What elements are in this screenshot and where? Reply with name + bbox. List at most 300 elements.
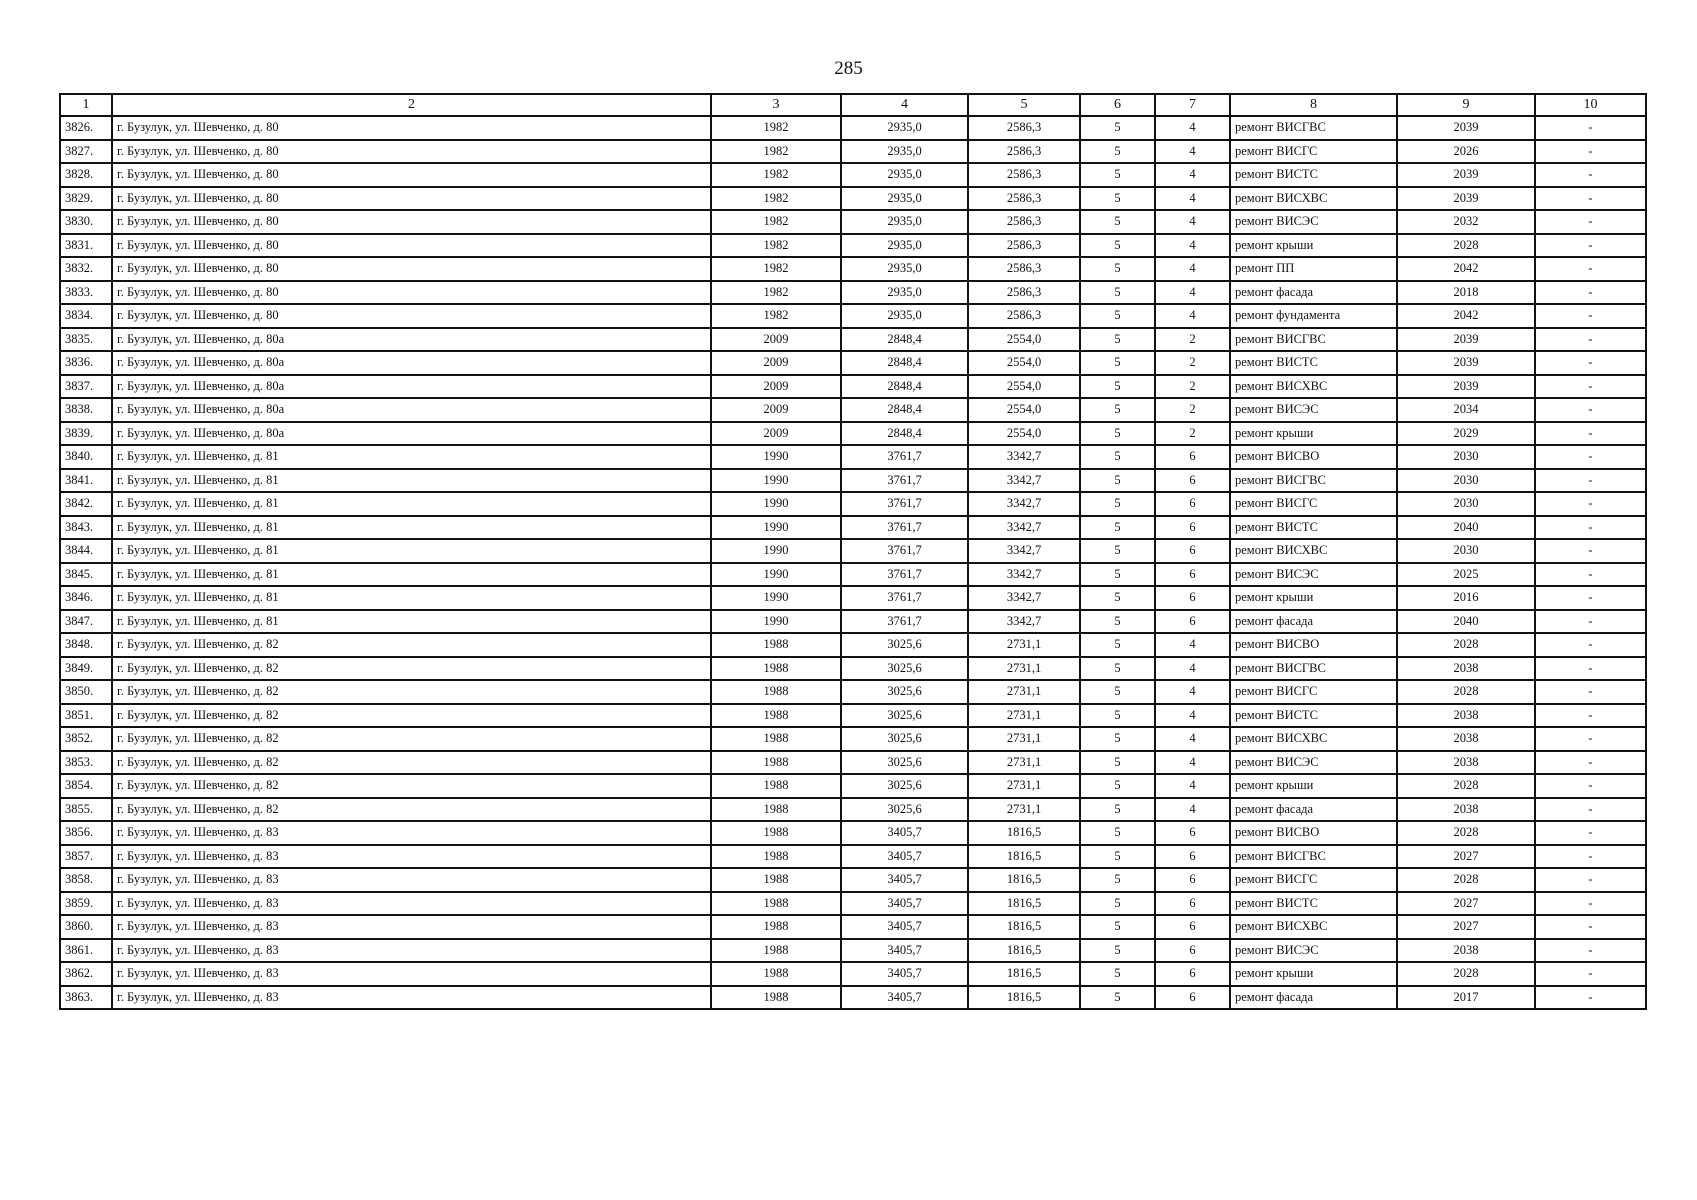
- table-row: [60, 375, 1646, 399]
- table-row: [60, 304, 1646, 328]
- entrances-cell: 6: [1155, 516, 1230, 540]
- year-cell: 1988: [711, 704, 841, 728]
- floors-cell: 5: [1080, 939, 1155, 963]
- entrances-cell: 6: [1155, 445, 1230, 469]
- row-number: 3854.: [60, 774, 112, 798]
- note-cell: -: [1535, 751, 1646, 775]
- table-row: [60, 422, 1646, 446]
- entrances-cell: 6: [1155, 986, 1230, 1010]
- planned-year-cell: 2027: [1397, 845, 1535, 869]
- floors-cell: 5: [1080, 798, 1155, 822]
- area-total-cell: 3761,7: [841, 469, 968, 493]
- floors-cell: 5: [1080, 304, 1155, 328]
- year-cell: 1988: [711, 986, 841, 1010]
- area-total-cell: 2935,0: [841, 257, 968, 281]
- row-number: 3831.: [60, 234, 112, 258]
- table-row: [60, 586, 1646, 610]
- address-cell: г. Бузулук, ул. Шевченко, д. 80: [112, 257, 711, 281]
- year-cell: 1988: [711, 798, 841, 822]
- table-row: [60, 445, 1646, 469]
- entrances-cell: 2: [1155, 398, 1230, 422]
- note-cell: -: [1535, 610, 1646, 634]
- planned-year-cell: 2028: [1397, 962, 1535, 986]
- table-row: [60, 868, 1646, 892]
- table-row: [60, 657, 1646, 681]
- work-type-cell: ремонт крыши: [1230, 586, 1397, 610]
- note-cell: -: [1535, 657, 1646, 681]
- entrances-cell: 6: [1155, 868, 1230, 892]
- area-living-cell: 1816,5: [968, 868, 1080, 892]
- entrances-cell: 6: [1155, 539, 1230, 563]
- planned-year-cell: 2030: [1397, 539, 1535, 563]
- area-living-cell: 2554,0: [968, 351, 1080, 375]
- note-cell: -: [1535, 257, 1646, 281]
- address-cell: г. Бузулук, ул. Шевченко, д. 82: [112, 633, 711, 657]
- table-row: [60, 892, 1646, 916]
- row-number: 3852.: [60, 727, 112, 751]
- address-cell: г. Бузулук, ул. Шевченко, д. 81: [112, 445, 711, 469]
- work-type-cell: ремонт ВИСХВС: [1230, 915, 1397, 939]
- row-number: 3841.: [60, 469, 112, 493]
- entrances-cell: 2: [1155, 375, 1230, 399]
- year-cell: 1982: [711, 163, 841, 187]
- floors-cell: 5: [1080, 492, 1155, 516]
- row-number: 3843.: [60, 516, 112, 540]
- work-type-cell: ремонт крыши: [1230, 774, 1397, 798]
- row-number: 3851.: [60, 704, 112, 728]
- work-type-cell: ремонт ВИСГС: [1230, 492, 1397, 516]
- area-total-cell: 3025,6: [841, 751, 968, 775]
- column-header: 7: [1155, 94, 1230, 116]
- note-cell: -: [1535, 586, 1646, 610]
- entrances-cell: 2: [1155, 422, 1230, 446]
- address-cell: г. Бузулук, ул. Шевченко, д. 80: [112, 234, 711, 258]
- floors-cell: 5: [1080, 657, 1155, 681]
- note-cell: -: [1535, 492, 1646, 516]
- planned-year-cell: 2027: [1397, 892, 1535, 916]
- row-number: 3853.: [60, 751, 112, 775]
- area-living-cell: 3342,7: [968, 445, 1080, 469]
- area-total-cell: 3405,7: [841, 939, 968, 963]
- work-type-cell: ремонт ВИСЭС: [1230, 210, 1397, 234]
- planned-year-cell: 2030: [1397, 469, 1535, 493]
- address-cell: г. Бузулук, ул. Шевченко, д. 80а: [112, 351, 711, 375]
- floors-cell: 5: [1080, 445, 1155, 469]
- planned-year-cell: 2038: [1397, 727, 1535, 751]
- note-cell: -: [1535, 680, 1646, 704]
- floors-cell: 5: [1080, 892, 1155, 916]
- note-cell: -: [1535, 774, 1646, 798]
- work-type-cell: ремонт ВИСХВС: [1230, 727, 1397, 751]
- area-living-cell: 1816,5: [968, 821, 1080, 845]
- year-cell: 1990: [711, 586, 841, 610]
- address-cell: г. Бузулук, ул. Шевченко, д. 83: [112, 915, 711, 939]
- floors-cell: 5: [1080, 915, 1155, 939]
- table-row: [60, 774, 1646, 798]
- address-cell: г. Бузулук, ул. Шевченко, д. 83: [112, 845, 711, 869]
- note-cell: -: [1535, 187, 1646, 211]
- floors-cell: 5: [1080, 375, 1155, 399]
- planned-year-cell: 2040: [1397, 610, 1535, 634]
- note-cell: -: [1535, 986, 1646, 1010]
- work-type-cell: ремонт фундамента: [1230, 304, 1397, 328]
- area-total-cell: 3761,7: [841, 539, 968, 563]
- planned-year-cell: 2039: [1397, 351, 1535, 375]
- work-type-cell: ремонт ВИСХВС: [1230, 187, 1397, 211]
- address-cell: г. Бузулук, ул. Шевченко, д. 81: [112, 516, 711, 540]
- table-row: [60, 539, 1646, 563]
- address-cell: г. Бузулук, ул. Шевченко, д. 80: [112, 281, 711, 305]
- address-cell: г. Бузулук, ул. Шевченко, д. 83: [112, 962, 711, 986]
- row-number: 3842.: [60, 492, 112, 516]
- table-row: [60, 704, 1646, 728]
- column-header: 3: [711, 94, 841, 116]
- planned-year-cell: 2039: [1397, 375, 1535, 399]
- table-row: [60, 257, 1646, 281]
- planned-year-cell: 2042: [1397, 257, 1535, 281]
- row-number: 3833.: [60, 281, 112, 305]
- page-number: 285: [834, 58, 863, 79]
- area-total-cell: 3761,7: [841, 563, 968, 587]
- planned-year-cell: 2028: [1397, 868, 1535, 892]
- area-living-cell: 2586,3: [968, 163, 1080, 187]
- row-number: 3838.: [60, 398, 112, 422]
- entrances-cell: 2: [1155, 328, 1230, 352]
- floors-cell: 5: [1080, 563, 1155, 587]
- table-row: [60, 281, 1646, 305]
- area-total-cell: 3405,7: [841, 845, 968, 869]
- floors-cell: 5: [1080, 328, 1155, 352]
- floors-cell: 5: [1080, 234, 1155, 258]
- column-header: 4: [841, 94, 968, 116]
- row-number: 3848.: [60, 633, 112, 657]
- area-living-cell: 2586,3: [968, 140, 1080, 164]
- area-total-cell: 3405,7: [841, 868, 968, 892]
- note-cell: -: [1535, 962, 1646, 986]
- entrances-cell: 4: [1155, 774, 1230, 798]
- work-type-cell: ремонт ВИСЭС: [1230, 563, 1397, 587]
- table-row: [60, 469, 1646, 493]
- planned-year-cell: 2025: [1397, 563, 1535, 587]
- planned-year-cell: 2028: [1397, 680, 1535, 704]
- work-type-cell: ремонт ВИСВО: [1230, 445, 1397, 469]
- work-type-cell: ремонт ВИСТС: [1230, 516, 1397, 540]
- work-type-cell: ремонт ВИСГС: [1230, 140, 1397, 164]
- entrances-cell: 4: [1155, 234, 1230, 258]
- address-cell: г. Бузулук, ул. Шевченко, д. 82: [112, 751, 711, 775]
- table-row: [60, 798, 1646, 822]
- work-type-cell: ремонт ВИСТС: [1230, 351, 1397, 375]
- column-header: 10: [1535, 94, 1646, 116]
- work-type-cell: ремонт ВИСГВС: [1230, 116, 1397, 140]
- table-row: [60, 610, 1646, 634]
- year-cell: 2009: [711, 328, 841, 352]
- table-row: [60, 187, 1646, 211]
- table-row: [60, 163, 1646, 187]
- work-type-cell: ремонт крыши: [1230, 962, 1397, 986]
- table-row: [60, 633, 1646, 657]
- address-cell: г. Бузулук, ул. Шевченко, д. 82: [112, 774, 711, 798]
- note-cell: -: [1535, 868, 1646, 892]
- entrances-cell: 6: [1155, 492, 1230, 516]
- floors-cell: 5: [1080, 257, 1155, 281]
- floors-cell: 5: [1080, 281, 1155, 305]
- table-row: [60, 116, 1646, 140]
- area-living-cell: 3342,7: [968, 469, 1080, 493]
- floors-cell: 5: [1080, 116, 1155, 140]
- area-total-cell: 3025,6: [841, 633, 968, 657]
- area-living-cell: 1816,5: [968, 845, 1080, 869]
- row-number: 3839.: [60, 422, 112, 446]
- entrances-cell: 6: [1155, 586, 1230, 610]
- area-total-cell: 3025,6: [841, 798, 968, 822]
- planned-year-cell: 2030: [1397, 445, 1535, 469]
- area-total-cell: 3761,7: [841, 610, 968, 634]
- note-cell: -: [1535, 516, 1646, 540]
- address-cell: г. Бузулук, ул. Шевченко, д. 80а: [112, 328, 711, 352]
- floors-cell: 5: [1080, 962, 1155, 986]
- table-row: [60, 821, 1646, 845]
- table-row: [60, 210, 1646, 234]
- planned-year-cell: 2032: [1397, 210, 1535, 234]
- address-cell: г. Бузулук, ул. Шевченко, д. 83: [112, 939, 711, 963]
- row-number: 3862.: [60, 962, 112, 986]
- note-cell: -: [1535, 892, 1646, 916]
- address-cell: г. Бузулук, ул. Шевченко, д. 82: [112, 798, 711, 822]
- planned-year-cell: 2016: [1397, 586, 1535, 610]
- area-total-cell: 3761,7: [841, 586, 968, 610]
- address-cell: г. Бузулук, ул. Шевченко, д. 83: [112, 868, 711, 892]
- row-number: 3840.: [60, 445, 112, 469]
- year-cell: 2009: [711, 351, 841, 375]
- planned-year-cell: 2038: [1397, 751, 1535, 775]
- year-cell: 2009: [711, 398, 841, 422]
- address-cell: г. Бузулук, ул. Шевченко, д. 80а: [112, 422, 711, 446]
- work-type-cell: ремонт крыши: [1230, 234, 1397, 258]
- address-cell: г. Бузулук, ул. Шевченко, д. 82: [112, 704, 711, 728]
- note-cell: -: [1535, 445, 1646, 469]
- address-cell: г. Бузулук, ул. Шевченко, д. 82: [112, 727, 711, 751]
- planned-year-cell: 2034: [1397, 398, 1535, 422]
- table-row: [60, 915, 1646, 939]
- column-header: 5: [968, 94, 1080, 116]
- floors-cell: 5: [1080, 398, 1155, 422]
- entrances-cell: 4: [1155, 633, 1230, 657]
- area-total-cell: 2848,4: [841, 351, 968, 375]
- row-number: 3834.: [60, 304, 112, 328]
- note-cell: -: [1535, 633, 1646, 657]
- address-cell: г. Бузулук, ул. Шевченко, д. 80: [112, 163, 711, 187]
- row-number: 3837.: [60, 375, 112, 399]
- address-cell: г. Бузулук, ул. Шевченко, д. 80: [112, 304, 711, 328]
- area-total-cell: 2935,0: [841, 281, 968, 305]
- floors-cell: 5: [1080, 351, 1155, 375]
- planned-year-cell: 2042: [1397, 304, 1535, 328]
- area-living-cell: 2731,1: [968, 657, 1080, 681]
- note-cell: -: [1535, 351, 1646, 375]
- note-cell: -: [1535, 939, 1646, 963]
- year-cell: 1990: [711, 539, 841, 563]
- row-number: 3859.: [60, 892, 112, 916]
- entrances-cell: 6: [1155, 915, 1230, 939]
- note-cell: -: [1535, 116, 1646, 140]
- floors-cell: 5: [1080, 469, 1155, 493]
- area-total-cell: 2935,0: [841, 116, 968, 140]
- address-cell: г. Бузулук, ул. Шевченко, д. 81: [112, 610, 711, 634]
- area-living-cell: 3342,7: [968, 586, 1080, 610]
- entrances-cell: 4: [1155, 210, 1230, 234]
- area-living-cell: 2554,0: [968, 398, 1080, 422]
- work-type-cell: ремонт ВИСЭС: [1230, 398, 1397, 422]
- work-type-cell: ремонт ВИСВО: [1230, 821, 1397, 845]
- area-total-cell: 3025,6: [841, 727, 968, 751]
- year-cell: 1990: [711, 492, 841, 516]
- table-row: [60, 351, 1646, 375]
- area-living-cell: 1816,5: [968, 939, 1080, 963]
- floors-cell: 5: [1080, 422, 1155, 446]
- year-cell: 2009: [711, 422, 841, 446]
- area-living-cell: 2554,0: [968, 328, 1080, 352]
- work-type-cell: ремонт ПП: [1230, 257, 1397, 281]
- planned-year-cell: 2028: [1397, 821, 1535, 845]
- address-cell: г. Бузулук, ул. Шевченко, д. 80: [112, 187, 711, 211]
- floors-cell: 5: [1080, 140, 1155, 164]
- area-living-cell: 3342,7: [968, 610, 1080, 634]
- note-cell: -: [1535, 163, 1646, 187]
- note-cell: -: [1535, 798, 1646, 822]
- planned-year-cell: 2038: [1397, 657, 1535, 681]
- floors-cell: 5: [1080, 986, 1155, 1010]
- area-total-cell: 3761,7: [841, 516, 968, 540]
- table-row: [60, 727, 1646, 751]
- area-total-cell: 3405,7: [841, 892, 968, 916]
- entrances-cell: 6: [1155, 563, 1230, 587]
- area-living-cell: 2731,1: [968, 633, 1080, 657]
- year-cell: 1990: [711, 563, 841, 587]
- area-total-cell: 2848,4: [841, 375, 968, 399]
- year-cell: 1988: [711, 915, 841, 939]
- table-row: [60, 492, 1646, 516]
- row-number: 3835.: [60, 328, 112, 352]
- area-living-cell: 2731,1: [968, 798, 1080, 822]
- row-number: 3836.: [60, 351, 112, 375]
- planned-year-cell: 2038: [1397, 798, 1535, 822]
- column-header: 8: [1230, 94, 1397, 116]
- row-number: 3847.: [60, 610, 112, 634]
- note-cell: -: [1535, 234, 1646, 258]
- table-row: [60, 680, 1646, 704]
- header-row: [60, 94, 1646, 116]
- entrances-cell: 4: [1155, 163, 1230, 187]
- entrances-cell: 4: [1155, 751, 1230, 775]
- planned-year-cell: 2029: [1397, 422, 1535, 446]
- area-living-cell: 2586,3: [968, 234, 1080, 258]
- area-total-cell: 2935,0: [841, 304, 968, 328]
- note-cell: -: [1535, 328, 1646, 352]
- floors-cell: 5: [1080, 633, 1155, 657]
- planned-year-cell: 2028: [1397, 774, 1535, 798]
- area-total-cell: 3025,6: [841, 774, 968, 798]
- note-cell: -: [1535, 704, 1646, 728]
- note-cell: -: [1535, 539, 1646, 563]
- column-header: 6: [1080, 94, 1155, 116]
- note-cell: -: [1535, 304, 1646, 328]
- entrances-cell: 4: [1155, 187, 1230, 211]
- area-living-cell: 2586,3: [968, 210, 1080, 234]
- table-row: [60, 563, 1646, 587]
- year-cell: 2009: [711, 375, 841, 399]
- year-cell: 1982: [711, 140, 841, 164]
- note-cell: -: [1535, 821, 1646, 845]
- entrances-cell: 4: [1155, 257, 1230, 281]
- planned-year-cell: 2039: [1397, 187, 1535, 211]
- floors-cell: 5: [1080, 751, 1155, 775]
- note-cell: -: [1535, 140, 1646, 164]
- area-living-cell: 2586,3: [968, 304, 1080, 328]
- row-number: 3846.: [60, 586, 112, 610]
- note-cell: -: [1535, 375, 1646, 399]
- year-cell: 1988: [711, 892, 841, 916]
- area-total-cell: 2935,0: [841, 187, 968, 211]
- planned-year-cell: 2039: [1397, 328, 1535, 352]
- work-type-cell: ремонт ВИСВО: [1230, 633, 1397, 657]
- area-total-cell: 2848,4: [841, 422, 968, 446]
- row-number: 3860.: [60, 915, 112, 939]
- entrances-cell: 6: [1155, 469, 1230, 493]
- table-row: [60, 845, 1646, 869]
- entrances-cell: 6: [1155, 892, 1230, 916]
- work-type-cell: ремонт фасада: [1230, 281, 1397, 305]
- address-cell: г. Бузулук, ул. Шевченко, д. 81: [112, 586, 711, 610]
- row-number: 3830.: [60, 210, 112, 234]
- entrances-cell: 2: [1155, 351, 1230, 375]
- year-cell: 1982: [711, 281, 841, 305]
- entrances-cell: 4: [1155, 304, 1230, 328]
- row-number: 3828.: [60, 163, 112, 187]
- entrances-cell: 6: [1155, 821, 1230, 845]
- address-cell: г. Бузулук, ул. Шевченко, д. 81: [112, 539, 711, 563]
- address-cell: г. Бузулук, ул. Шевченко, д. 80а: [112, 375, 711, 399]
- entrances-cell: 4: [1155, 704, 1230, 728]
- area-living-cell: 3342,7: [968, 516, 1080, 540]
- row-number: 3855.: [60, 798, 112, 822]
- entrances-cell: 6: [1155, 610, 1230, 634]
- area-living-cell: 2731,1: [968, 704, 1080, 728]
- entrances-cell: 4: [1155, 281, 1230, 305]
- work-type-cell: ремонт фасада: [1230, 798, 1397, 822]
- planned-year-cell: 2039: [1397, 116, 1535, 140]
- year-cell: 1988: [711, 680, 841, 704]
- address-cell: г. Бузулук, ул. Шевченко, д. 80: [112, 116, 711, 140]
- address-cell: г. Бузулук, ул. Шевченко, д. 83: [112, 821, 711, 845]
- table-row: [60, 140, 1646, 164]
- entrances-cell: 6: [1155, 962, 1230, 986]
- area-living-cell: 2731,1: [968, 751, 1080, 775]
- work-type-cell: ремонт ВИСТС: [1230, 163, 1397, 187]
- floors-cell: 5: [1080, 586, 1155, 610]
- year-cell: 1990: [711, 445, 841, 469]
- row-number: 3844.: [60, 539, 112, 563]
- note-cell: -: [1535, 422, 1646, 446]
- work-type-cell: ремонт ВИСГВС: [1230, 469, 1397, 493]
- row-number: 3856.: [60, 821, 112, 845]
- repair-schedule-table: [59, 93, 1647, 1010]
- planned-year-cell: 2038: [1397, 704, 1535, 728]
- work-type-cell: ремонт ВИСХВС: [1230, 375, 1397, 399]
- entrances-cell: 4: [1155, 798, 1230, 822]
- table-row: [60, 986, 1646, 1010]
- planned-year-cell: 2026: [1397, 140, 1535, 164]
